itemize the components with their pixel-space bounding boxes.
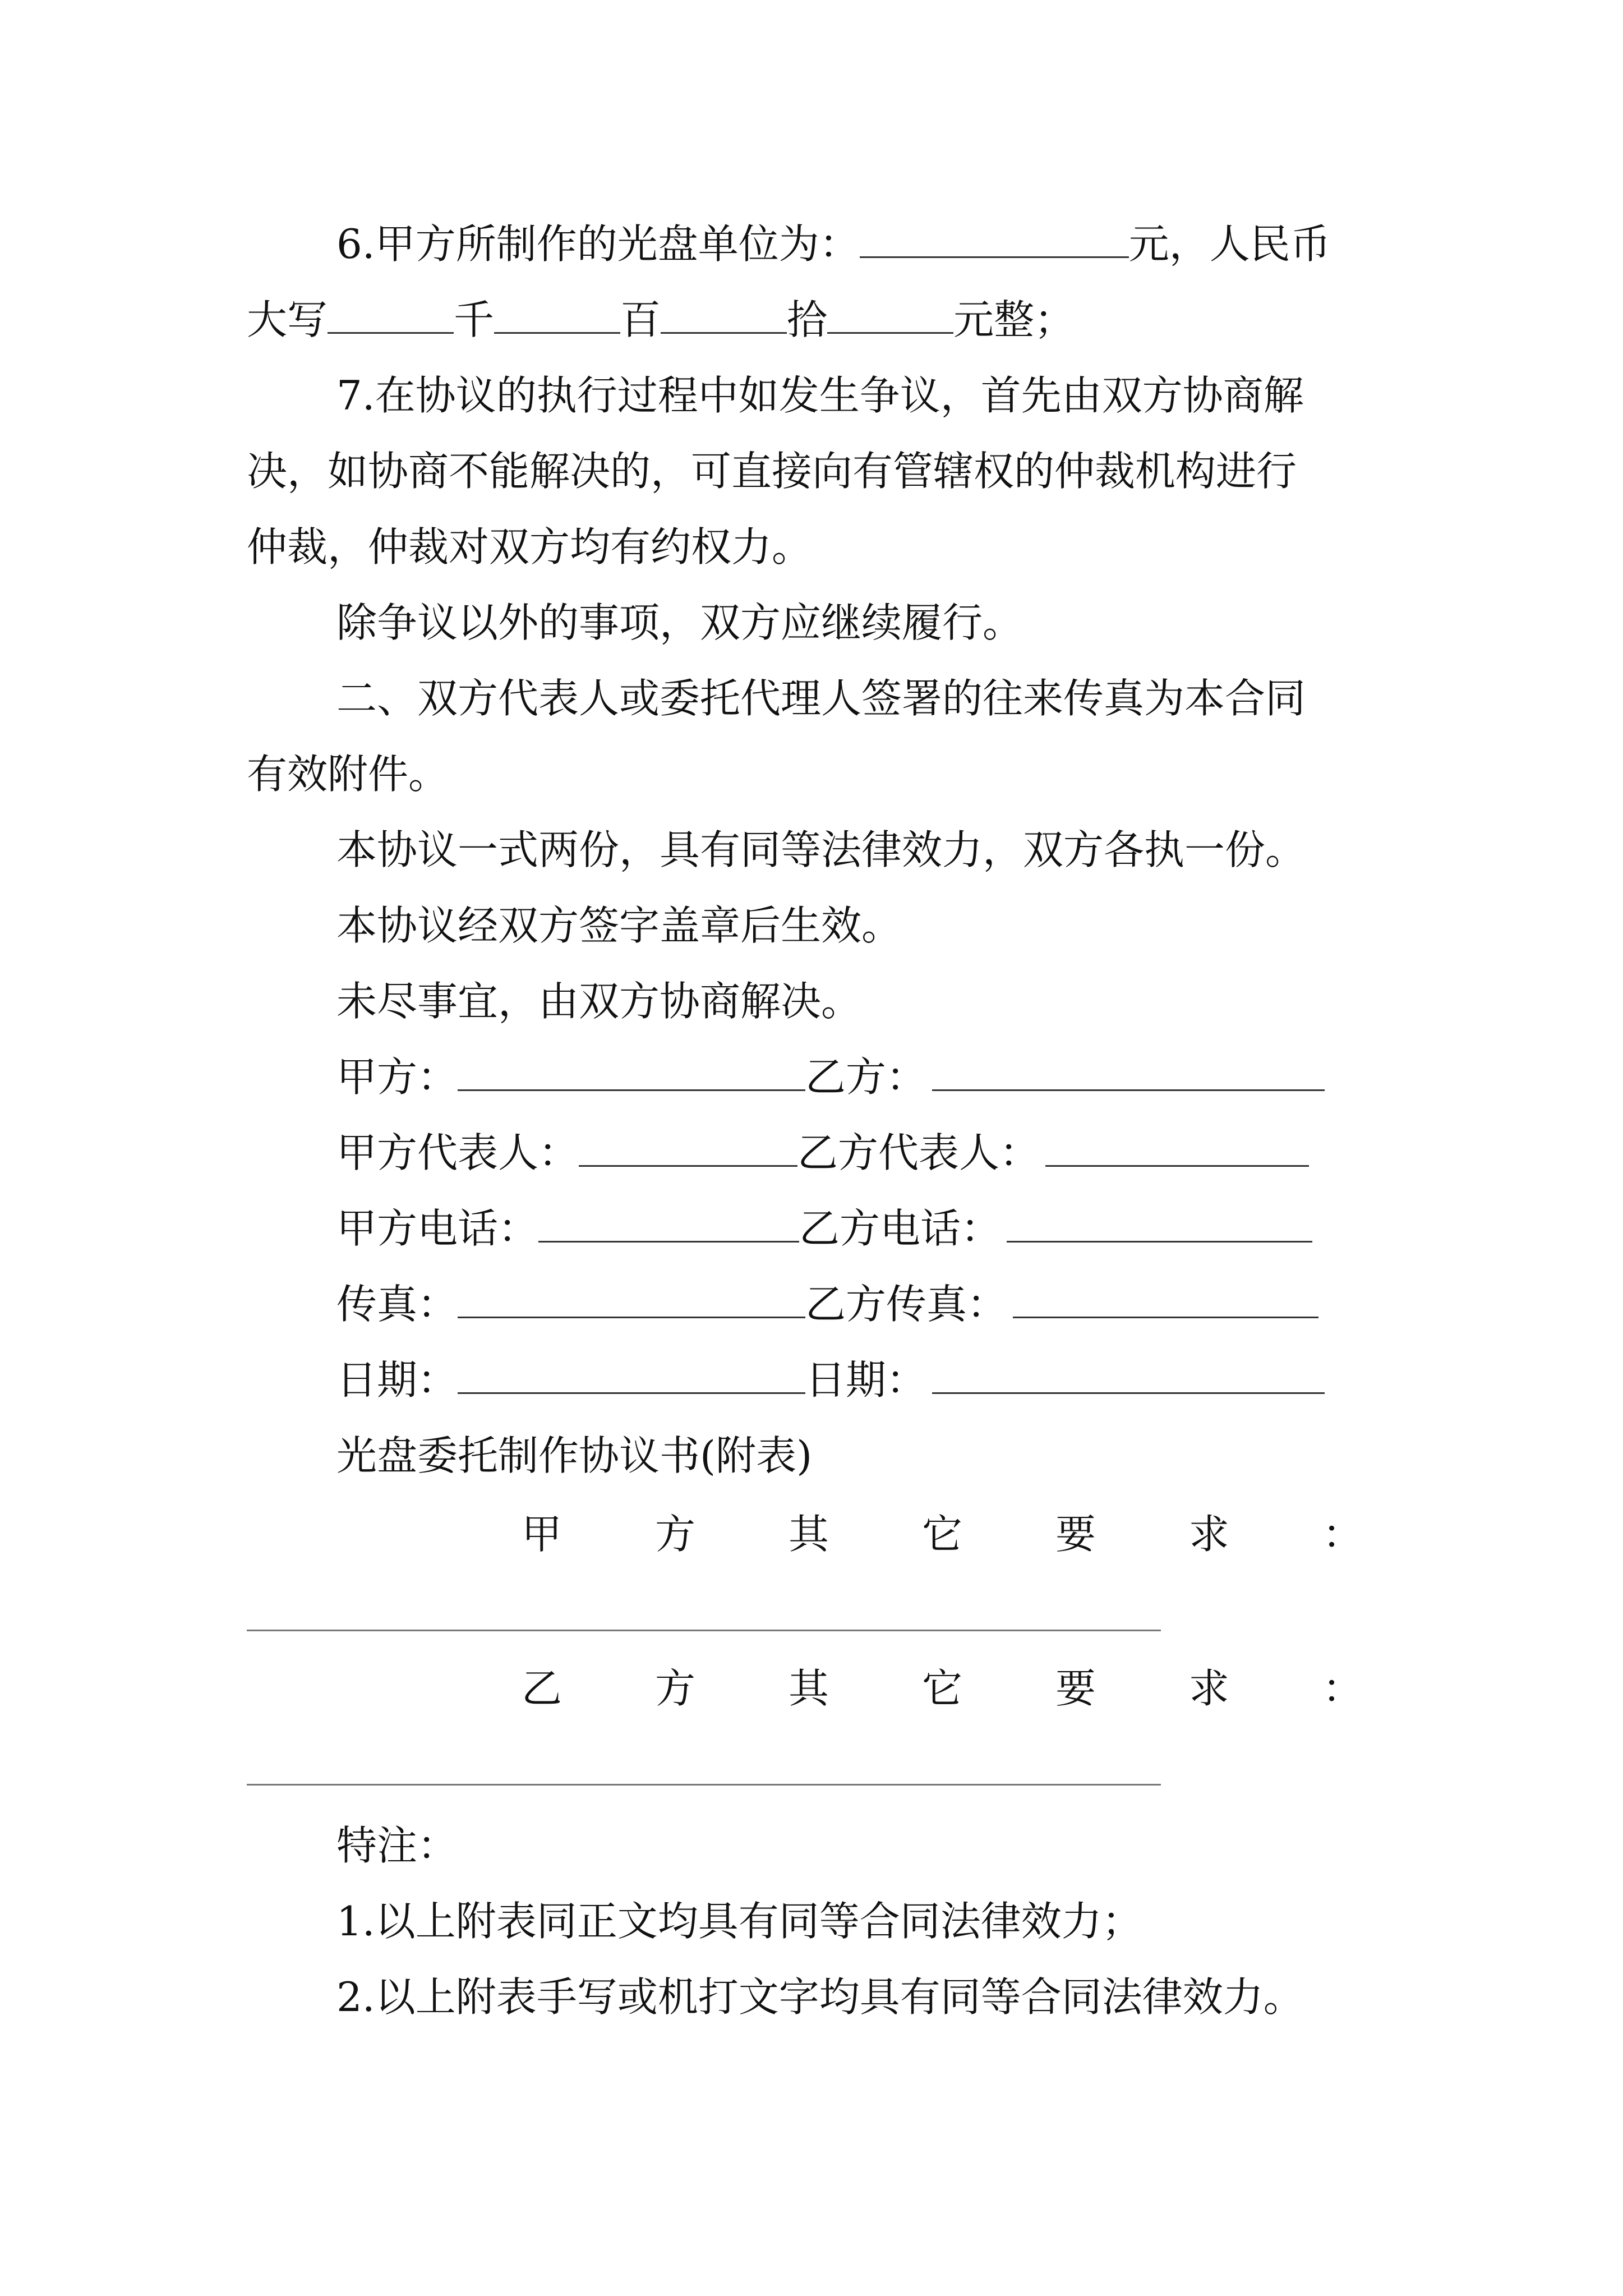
party-b-other-requirements-label bbox=[522, 1660, 1363, 1717]
thousands-blank[interactable] bbox=[328, 292, 454, 334]
notes-title: 特注： bbox=[336, 1822, 458, 1869]
req-a-char: 方 bbox=[654, 1511, 695, 1558]
date-b-field[interactable] bbox=[932, 1352, 1325, 1394]
rep-b-field[interactable] bbox=[1045, 1125, 1309, 1167]
clause-6-line-1 bbox=[336, 216, 1331, 272]
note-item-1: 1.以上附表同正文均具有同等合同法律效力； bbox=[336, 1898, 1142, 1945]
phone-a-field[interactable] bbox=[538, 1200, 799, 1243]
clause-6-line-2 bbox=[247, 292, 1075, 348]
section-2-line-2: 有效附件。 bbox=[247, 751, 449, 798]
date-a-label: 日期： bbox=[336, 1356, 458, 1404]
phone-b-label: 乙方电话： bbox=[799, 1205, 1002, 1252]
unresolved-paragraph: 未尽事宜，由双方协商解决。 bbox=[336, 978, 862, 1025]
party-a-field[interactable] bbox=[458, 1049, 805, 1091]
rep-a-field[interactable] bbox=[579, 1125, 797, 1167]
signature-row-parties bbox=[336, 1049, 1346, 1105]
req-a-char: ： bbox=[1322, 1511, 1363, 1558]
req-b-char: 要 bbox=[1055, 1665, 1096, 1712]
fax-a-field[interactable] bbox=[458, 1276, 805, 1318]
party-b-requirements-line[interactable] bbox=[247, 1784, 1161, 1786]
fax-b-label: 乙方传真： bbox=[805, 1281, 1008, 1328]
party-a-requirements-line[interactable] bbox=[247, 1630, 1161, 1631]
req-b-char: 方 bbox=[654, 1665, 695, 1712]
req-b-char: ： bbox=[1322, 1665, 1363, 1712]
req-a-char: 它 bbox=[921, 1511, 962, 1558]
req-a-char: 要 bbox=[1055, 1511, 1096, 1558]
hundreds-blank[interactable] bbox=[494, 292, 620, 334]
unit-price-blank[interactable] bbox=[860, 216, 1129, 258]
phone-a-label: 甲方电话： bbox=[336, 1205, 539, 1252]
party-a-other-requirements-label bbox=[522, 1506, 1363, 1562]
signature-row-fax bbox=[336, 1276, 1346, 1332]
clause-6-prefix: 6.甲方所制作的光盘单位为： bbox=[336, 220, 860, 268]
rep-b-label: 乙方代表人： bbox=[797, 1129, 1040, 1176]
rep-a-label: 甲方代表人： bbox=[336, 1129, 579, 1176]
signature-row-dates bbox=[336, 1352, 1346, 1408]
req-b-char: 其 bbox=[788, 1665, 829, 1712]
req-b-char: 求 bbox=[1188, 1665, 1229, 1712]
req-a-char: 甲 bbox=[522, 1511, 562, 1558]
dispute-paragraph: 除争议以外的事项，双方应继续履行。 bbox=[336, 599, 1023, 646]
fax-b-field[interactable] bbox=[1013, 1276, 1318, 1318]
copies-paragraph: 本协议一式两份，具有同等法律效力，双方各执一份。 bbox=[336, 826, 1306, 873]
section-2-line-1: 二、双方代表人或委托代理人签署的往来传真为本合同 bbox=[336, 675, 1306, 722]
yuan-zheng-label: 元整； bbox=[953, 296, 1075, 343]
date-a-field[interactable] bbox=[458, 1352, 805, 1394]
req-b-char: 它 bbox=[921, 1665, 962, 1712]
bai-label: 百 bbox=[620, 296, 661, 343]
signature-row-phones bbox=[336, 1200, 1346, 1257]
clause-7-line-2: 决，如协商不能解决的，可直接向有管辖权的仲裁机构进行 bbox=[247, 448, 1297, 495]
fax-a-label: 传真： bbox=[336, 1281, 458, 1328]
party-b-label: 乙方： bbox=[805, 1053, 927, 1101]
phone-b-field[interactable] bbox=[1007, 1200, 1312, 1243]
req-a-char: 其 bbox=[788, 1511, 829, 1558]
date-b-label: 日期： bbox=[805, 1356, 927, 1404]
units-blank[interactable] bbox=[827, 292, 953, 334]
signature-row-representatives bbox=[336, 1125, 1346, 1181]
note-item-2: 2.以上附表手写或机打文字均具有同等合同法律效力。 bbox=[336, 1973, 1304, 2021]
clause-6-suffix: 元，人民币 bbox=[1128, 220, 1331, 268]
clause-7-line-1: 7.在协议的执行过程中如发生争议，首先由双方协商解 bbox=[336, 372, 1304, 419]
effective-paragraph: 本协议经双方签字盖章后生效。 bbox=[336, 902, 902, 949]
amount-in-words-label: 大写 bbox=[247, 296, 328, 343]
party-a-label: 甲方： bbox=[336, 1053, 458, 1101]
qian-label: 千 bbox=[454, 296, 495, 343]
party-b-field[interactable] bbox=[932, 1049, 1325, 1091]
clause-7-line-3: 仲裁，仲裁对双方均有约权力。 bbox=[247, 523, 813, 570]
tens-blank[interactable] bbox=[661, 292, 787, 334]
appendix-title: 光盘委托制作协议书(附表) bbox=[336, 1432, 813, 1479]
req-b-char: 乙 bbox=[522, 1665, 562, 1712]
shi-label: 拾 bbox=[787, 296, 828, 343]
req-a-char: 求 bbox=[1188, 1511, 1229, 1558]
